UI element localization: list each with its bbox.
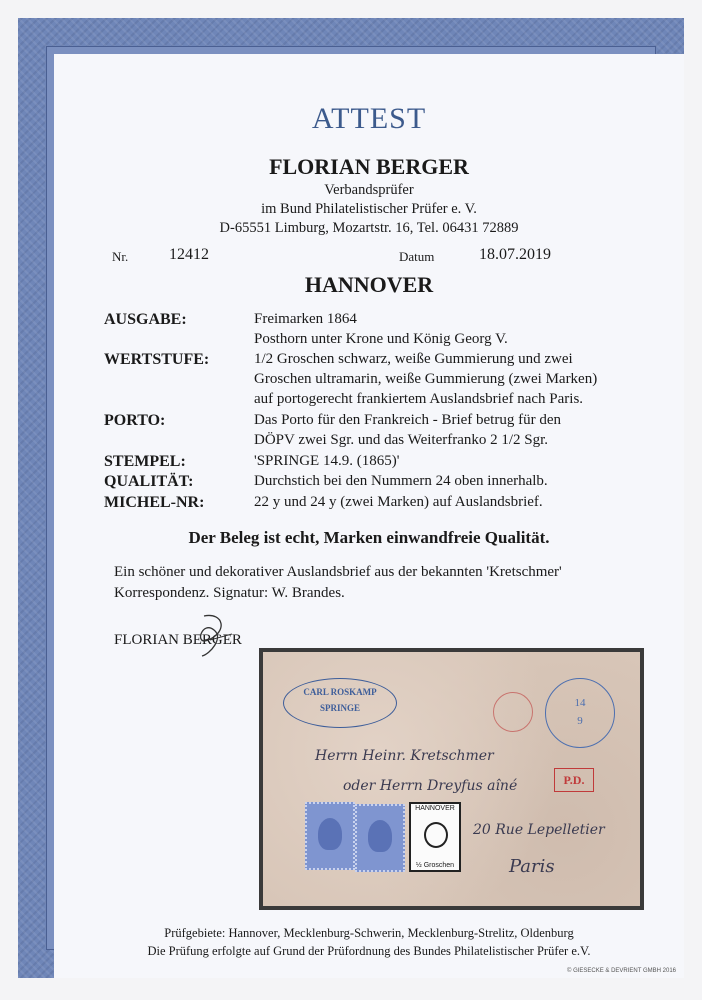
region-heading: HANNOVER <box>304 272 434 297</box>
certificate-title: ATTEST <box>311 102 427 135</box>
red-postmark <box>493 692 533 732</box>
field-label-stempel: STEMPEL: <box>104 453 186 470</box>
pd-mark: P.D. <box>554 768 594 792</box>
handwritten-address-line: Herrn Heinr. Kretschmer <box>315 748 494 764</box>
field-line: DÖPV zwei Sgr. und das Weiterfranko 2 1/2 Sgr. <box>254 432 549 448</box>
remark-line: Ein schöner und dekorativer Auslandsbrief aus der bekannten 'Kretschmer' <box>114 564 562 580</box>
field-line: Freimarken 1864 <box>254 311 357 327</box>
printer-imprint: © GIESECKE & DEVRIENT GMBH 2016 <box>566 968 676 974</box>
examiner-name: FLORIAN BERGER <box>269 154 469 179</box>
field-label-qualitaet: QUALITÄT: <box>104 473 194 490</box>
posthorn-icon <box>424 822 448 848</box>
certificate <box>18 18 684 978</box>
handwritten-address-line: oder Herrn Dreyfus aîné <box>343 778 518 794</box>
remark-line: Korrespondenz. Signatur: W. Brandes. <box>114 585 345 601</box>
field-line: auf portogerecht frankiertem Auslandsbrief nach Paris. <box>254 391 584 407</box>
signature-scribble <box>184 610 244 660</box>
cachet-line: SPRINGE <box>319 703 360 713</box>
handwritten-address-line: Paris <box>509 856 555 877</box>
field-label-ausgabe: AUSGABE: <box>104 311 187 328</box>
cover-photo <box>259 648 644 910</box>
field-line: Posthorn unter Krone und König Georg V. <box>254 331 508 347</box>
field-label-michel: MICHEL-NR: <box>104 494 205 511</box>
date-label: Datum <box>399 249 435 264</box>
authenticity-statement: Der Beleg ist echt, Marken einwandfreie Qualität. <box>188 528 550 547</box>
blue-stamp <box>355 804 405 872</box>
examiner-role: Verbandsprüfer <box>324 182 414 198</box>
date-value: 18.07.2019 <box>479 246 551 263</box>
blue-stamp <box>305 802 355 870</box>
sender-cachet <box>283 678 397 728</box>
footer-regulation: Die Prüfung erfolgte auf Grund der Prüfordnung des Bundes Philatelistischer Prüfer e.V. <box>147 944 591 958</box>
envelope <box>263 652 640 906</box>
field-line: Groschen ultramarin, weiße Gummierung (zwei Marken) <box>254 371 598 387</box>
certificate-sheet <box>54 54 684 978</box>
black-posthorn-stamp <box>409 802 461 872</box>
handwritten-address-line: 20 Rue Lepelletier <box>473 822 605 838</box>
postmark-month: 9 <box>577 715 583 727</box>
number-value: 12412 <box>169 246 209 263</box>
examiner-address: D-65551 Limburg, Mozartstr. 16, Tel. 06431 72889 <box>219 220 519 236</box>
king-portrait <box>368 820 392 852</box>
field-line: 1/2 Groschen schwarz, weiße Gummierung und zwei <box>254 351 573 367</box>
field-line: 22 y und 24 y (zwei Marken) auf Auslandsbrief. <box>254 494 543 510</box>
number-label: Nr. <box>112 249 129 264</box>
springe-postmark <box>545 678 615 748</box>
postmark-day: 14 <box>574 697 586 709</box>
stamp-country: HANNOVER <box>415 805 455 812</box>
field-line: Durchstich bei den Nummern 24 oben innerhalb. <box>254 473 548 489</box>
cachet-line: CARL ROSKAMP <box>303 687 377 697</box>
signature-name: FLORIAN BERGER <box>114 632 242 648</box>
field-label-porto: PORTO: <box>104 412 166 429</box>
examiner-association: im Bund Philatelistischer Prüfer e. V. <box>261 201 477 217</box>
field-line: Das Porto für den Frankreich - Brief betrug für den <box>254 412 561 428</box>
footer-areas: Prüfgebiete: Hannover, Mecklenburg-Schwerin, Mecklenburg-Strelitz, Oldenburg <box>164 926 574 940</box>
field-line: 'SPRINGE 14.9. (1865)' <box>254 453 400 469</box>
stamp-value: ½ Groschen <box>415 862 455 869</box>
field-label-wertstufe: WERTSTUFE: <box>104 351 210 368</box>
king-portrait <box>318 818 342 850</box>
